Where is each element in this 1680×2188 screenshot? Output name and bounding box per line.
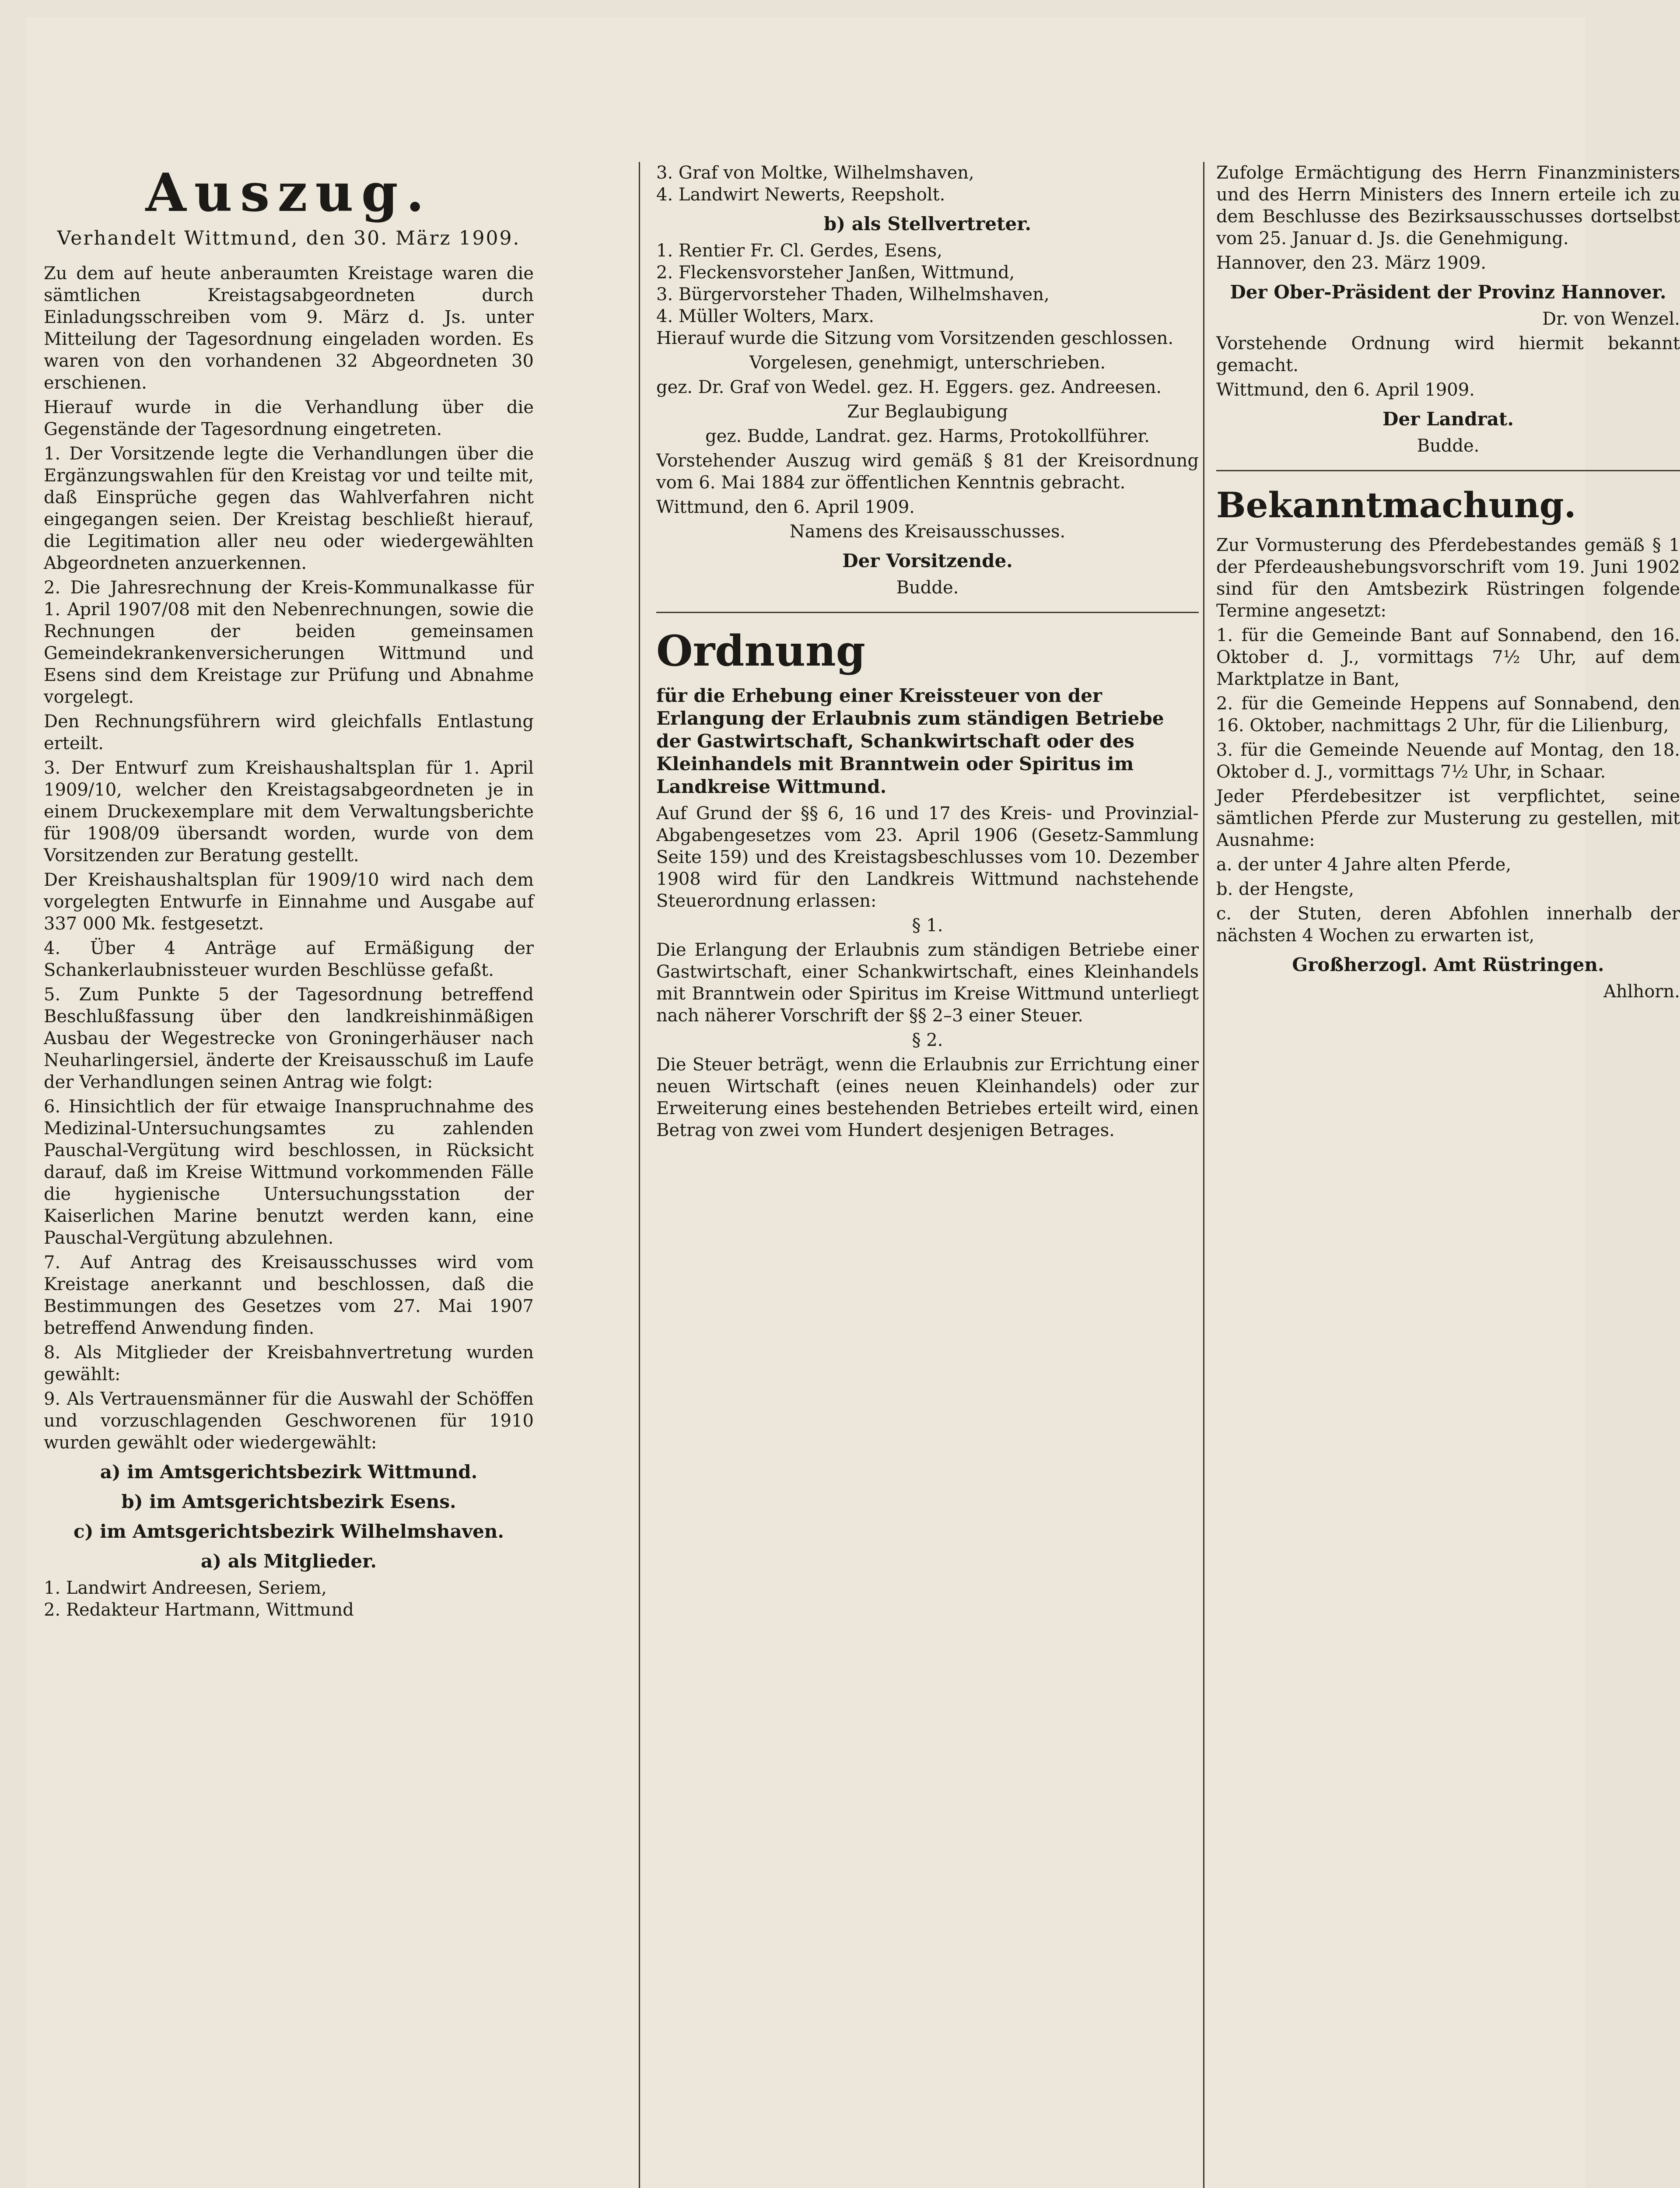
list-item: 1. Rentier Fr. Cl. Gerdes, Esens, bbox=[656, 241, 942, 261]
paragraph: Zur Beglaubigung bbox=[847, 402, 1008, 422]
paragraph: Den Rechnungsführern wird gleichfalls Entlastung erteilt. bbox=[44, 712, 534, 754]
paragraph: Wittmund, den 6. April 1909. bbox=[1216, 380, 1475, 400]
paragraph: 3. für die Gemeinde Neuende auf Montag, den 18. Oktober d. J., vormittags 7½ Uhr, in Schaar. bbox=[1216, 740, 1680, 782]
paragraph: gez. Budde, Landrat. gez. Harms, Protokollführer. bbox=[705, 426, 1150, 446]
paragraph: § 1. bbox=[912, 915, 943, 936]
paragraph: Wittmund, den 6. April 1909. bbox=[656, 497, 915, 517]
list-item: 3. Graf von Moltke, Wilhelmshaven, bbox=[656, 163, 974, 183]
paragraph: 4. Über 4 Anträge auf Ermäßigung der Schankerlaubnissteuer wurden Beschlüsse gefaßt. bbox=[44, 938, 534, 980]
paragraph: Zu dem auf heute anberaumten Kreistage waren die sämtlichen Kreistagsabgeordneten durch Einladungsschreiben vom 9. März d. Js. unter Mitteilung der Tagesordnung eingeladen worden. Es waren von den vorhandenen 32 Abgeordneten 30 erschienen. bbox=[44, 263, 534, 393]
divider bbox=[656, 612, 1199, 613]
section-heading: c) im Amtsgerichtsbezirk Wilhelmshaven. bbox=[74, 1521, 504, 1542]
paragraph: 6. Hinsichtlich der für etwaige Inanspruchnahme des Medizinal-Untersuchungsamtes zu zahlenden Pauschal-Vergütung wird beschlossen, in Rücksicht darauf, daß im Kreise Wittmund vorkommenden Fälle die hygienische Untersuchungsstation der Kaiserlichen Marine benutzt werden kann, eine Pauschal-Vergütung abzulehnen. bbox=[44, 1097, 534, 1248]
list-item: 3. Bürgervorsteher Thaden, Wilhelmshaven, bbox=[656, 284, 1050, 305]
paragraph: 2. für die Gemeinde Heppens auf Sonnabend, den 16. Oktober, nachmittags 2 Uhr, für die Lilienburg, bbox=[1216, 694, 1680, 736]
section-heading: b) als Stellvertreter. bbox=[823, 213, 1032, 235]
ordnung-title: Ordnung bbox=[656, 626, 865, 676]
bekanntmachung-title: Bekanntmachung. bbox=[1216, 484, 1576, 526]
column-rule bbox=[639, 162, 640, 2188]
paragraph: c. der Stuten, deren Abfohlen innerhalb der nächsten 4 Wochen zu erwarten ist, bbox=[1216, 904, 1680, 946]
paragraph: 8. Als Mitglieder der Kreisbahnvertretung wurden gewählt: bbox=[44, 1343, 534, 1385]
paragraph: b. der Hengste, bbox=[1216, 879, 1354, 899]
paragraph: Ahlhorn. bbox=[1603, 982, 1680, 1002]
paragraph: a. der unter 4 Jahre alten Pferde, bbox=[1216, 855, 1512, 875]
paragraph: Vorstehende Ordnung wird hiermit bekannt gemacht. bbox=[1216, 333, 1680, 375]
paragraph: Die Steuer beträgt, wenn die Erlaubnis zur Errichtung einer neuen Wirtschaft (eines neuen Kleinhandels) oder zur Erweiterung eines bestehenden Betriebes erteilt wird, einen Betrag von zwei vom Hundert desjenigen Betrages. bbox=[656, 1055, 1199, 1140]
paragraph: Vorgelesen, genehmigt, unterschrieben. bbox=[749, 353, 1106, 373]
paragraph: Dr. von Wenzel. bbox=[1542, 309, 1680, 329]
column-middle bbox=[656, 162, 1199, 2188]
paragraph: 2. Die Jahresrechnung der Kreis-Kommunalkasse für 1. April 1907/08 mit den Nebenrechnungen, sowie die Rechnungen der beiden gemeinsamen Gemeindekrankenversicherungen Wittmund und Esens sind dem Kreistage zur Prüfung und Abnahme vorgelegt. bbox=[44, 578, 534, 707]
paragraph: Hierauf wurde die Sitzung vom Vorsitzenden geschlossen. bbox=[656, 328, 1174, 348]
signature-heading: Der Ober-Präsident der Provinz Hannover. bbox=[1230, 281, 1666, 303]
paragraph: § 2. bbox=[912, 1030, 943, 1050]
paragraph: 3. Der Entwurf zum Kreishaushaltsplan für 1. April 1909/10, welcher den Kreistagsabgeordneten je in einem Druckexemplare mit dem Verwaltungsberichte für 1908/09 übersandt worden, wurde von dem Vorsitzenden zur Beratung gestellt. bbox=[44, 758, 534, 866]
paragraph: Namens des Kreisausschusses. bbox=[789, 522, 1066, 542]
paragraph: Budde. bbox=[896, 578, 959, 598]
signature-heading: Der Vorsitzende. bbox=[842, 550, 1013, 572]
section-heading: a) im Amtsgerichtsbezirk Wittmund. bbox=[100, 1461, 478, 1483]
paragraph: 7. Auf Antrag des Kreisausschusses wird vom Kreistage anerkannt und beschlossen, daß die Bestimmungen des Gesetzes vom 27. Mai 1907 betreffend Anwendung finden. bbox=[44, 1252, 534, 1338]
paragraph: Der Kreishaushaltsplan für 1909/10 wird nach dem vorgelegten Entwurfe in Einnahme und Ausgabe auf 337 000 Mk. festgesetzt. bbox=[44, 870, 534, 934]
list-item: 4. Müller Wolters, Marx. bbox=[656, 306, 874, 326]
column-rule bbox=[1203, 162, 1204, 2188]
list-item: 1. Landwirt Andreesen, Seriem, bbox=[44, 1578, 327, 1598]
section-heading: a) als Mitglieder. bbox=[201, 1550, 377, 1572]
paragraph: Auf Grund der §§ 6, 16 und 17 des Kreis- und Provinzial-Abgabengesetzes vom 23. April 1906 (Gesetz-Sammlung Seite 159) und des Kreistagsbeschlusses vom 10. Dezember 1908 wird für den Landkreis Wittmund nachstehende Steuerordnung erlassen: bbox=[656, 803, 1199, 911]
paragraph: Hannover, den 23. März 1909. bbox=[1216, 253, 1487, 273]
paragraph: gez. Dr. Graf von Wedel. gez. H. Eggers. gez. Andreesen. bbox=[656, 377, 1162, 397]
ordnung-subtitle: für die Erhebung einer Kreissteuer von der Erlangung der Erlaubnis zum ständigen Betriebe der Gastwirtschaft, Schankwirtschaft oder des Kleinhandels mit Branntwein oder Spiritus im Landkreise Wittmund. bbox=[656, 685, 1164, 797]
newspaper-page bbox=[26, 18, 1680, 2188]
divider bbox=[1216, 470, 1680, 471]
paragraph: 1. für die Gemeinde Bant auf Sonnabend, den 16. Oktober d. J., vormittags 7½ Uhr, auf dem Marktplatze in Bant, bbox=[1216, 625, 1680, 689]
article-subtitle: Verhandelt Wittmund, den 30. März 1909. bbox=[57, 227, 521, 249]
section-heading: b) im Amtsgerichtsbezirk Esens. bbox=[121, 1491, 456, 1512]
paragraph: Vorstehender Auszug wird gemäß § 81 der Kreisordnung vom 6. Mai 1884 zur öffentlichen Kenntnis gebracht. bbox=[656, 451, 1199, 493]
paragraph: Jeder Pferdebesitzer ist verpflichtet, seine sämtlichen Pferde zur Musterung zu gestellen, mit Ausnahme: bbox=[1216, 786, 1680, 850]
paragraph: Zur Vormusterung des Pferdebestandes gemäß § 1 der Pferdeaushebungsvorschrift vom 19. Juni 1902 sind für den Amtsbezirk Rüstringen folgende Termine angesetzt: bbox=[1216, 535, 1680, 621]
paragraph: Zufolge Ermächtigung des Herrn Finanzministers und des Herrn Ministers des Innern erteile ich zu dem Beschlusse des Bezirksausschusses dortselbst vom 25. Januar d. Js. die Genehmigung. bbox=[1216, 163, 1680, 249]
paragraph: Budde. bbox=[1417, 436, 1480, 456]
paragraph: 9. Als Vertrauensmänner für die Auswahl der Schöffen und vorzuschlagenden Geschworenen für 1910 wurden gewählt oder wiedergewählt: bbox=[44, 1389, 534, 1453]
article-title: Auszug. bbox=[145, 162, 432, 224]
list-item: 2. Fleckensvorsteher Janßen, Wittmund, bbox=[656, 263, 1015, 283]
list-item: 4. Landwirt Newerts, Reepsholt. bbox=[656, 185, 945, 205]
signature-heading: Der Landrat. bbox=[1382, 408, 1514, 430]
paragraph: 5. Zum Punkte 5 der Tagesordnung betreffend Beschlußfassung über den landkreishinmäßigen Ausbau der Wegestrecke von Groningerhäuser nach Neuharlingersiel, änderte der Kreisausschuß im Laufe der Verhandlungen seinen Antrag wie folgt: bbox=[44, 985, 534, 1092]
column-left bbox=[44, 162, 534, 2188]
paragraph: 1. Der Vorsitzende legte die Verhandlungen über die Ergänzungswahlen für den Kreistag vor und teilte mit, daß Einsprüche gegen das Wahlverfahren nicht eingegangen seien. Der Kreistag beschließt hierauf, die Legitimation aller neu oder wiedergewählten Abgeordneten anzuerkennen. bbox=[44, 444, 534, 573]
list-item: 2. Redakteur Hartmann, Wittmund bbox=[44, 1600, 354, 1620]
paragraph: Die Erlangung der Erlaubnis zum ständigen Betriebe einer Gastwirtschaft, einer Schankwirtschaft, eines Kleinhandels mit Branntwein oder Spiritus im Kreise Wittmund unterliegt nach näherer Vorschrift der §§ 2–3 einer Steuer. bbox=[656, 940, 1199, 1026]
column-right bbox=[1216, 162, 1680, 2188]
signature-heading: Großherzogl. Amt Rüstringen. bbox=[1292, 954, 1604, 975]
paragraph: Hierauf wurde in die Verhandlung über die Gegenstände der Tagesordnung eingetreten. bbox=[44, 397, 534, 439]
